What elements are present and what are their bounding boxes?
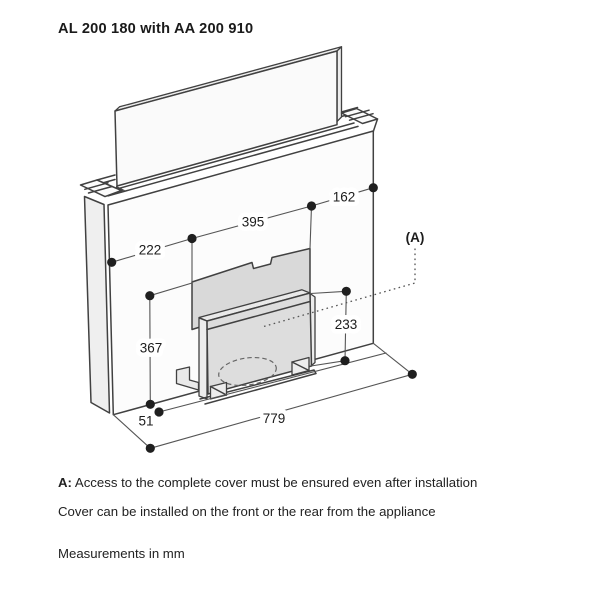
dimension-label-233: 233 — [334, 317, 358, 332]
callout-a-label: (A) — [405, 230, 425, 245]
dimension-label-51: 51 — [138, 413, 154, 429]
note-a-text: Access to the complete cover must be ensured even after installation — [74, 475, 478, 490]
note-cover: Cover can be installed on the front or the rear from the appliance — [58, 504, 436, 519]
note-a-prefix: A: — [58, 475, 72, 490]
page-title: AL 200 180 with AA 200 910 — [58, 21, 254, 37]
dimension-label-367: 367 — [139, 340, 163, 356]
dimension-label-222: 222 — [138, 242, 162, 258]
note-measurements: Measurements in mm — [58, 546, 185, 561]
unit-left-side — [199, 318, 207, 399]
dimension-label-779: 779 — [262, 411, 286, 426]
dimension-label-162: 162 — [332, 189, 356, 205]
cabinet-left-side — [85, 197, 110, 414]
dimension-label-395: 395 — [241, 214, 265, 230]
note-a — [58, 475, 477, 490]
